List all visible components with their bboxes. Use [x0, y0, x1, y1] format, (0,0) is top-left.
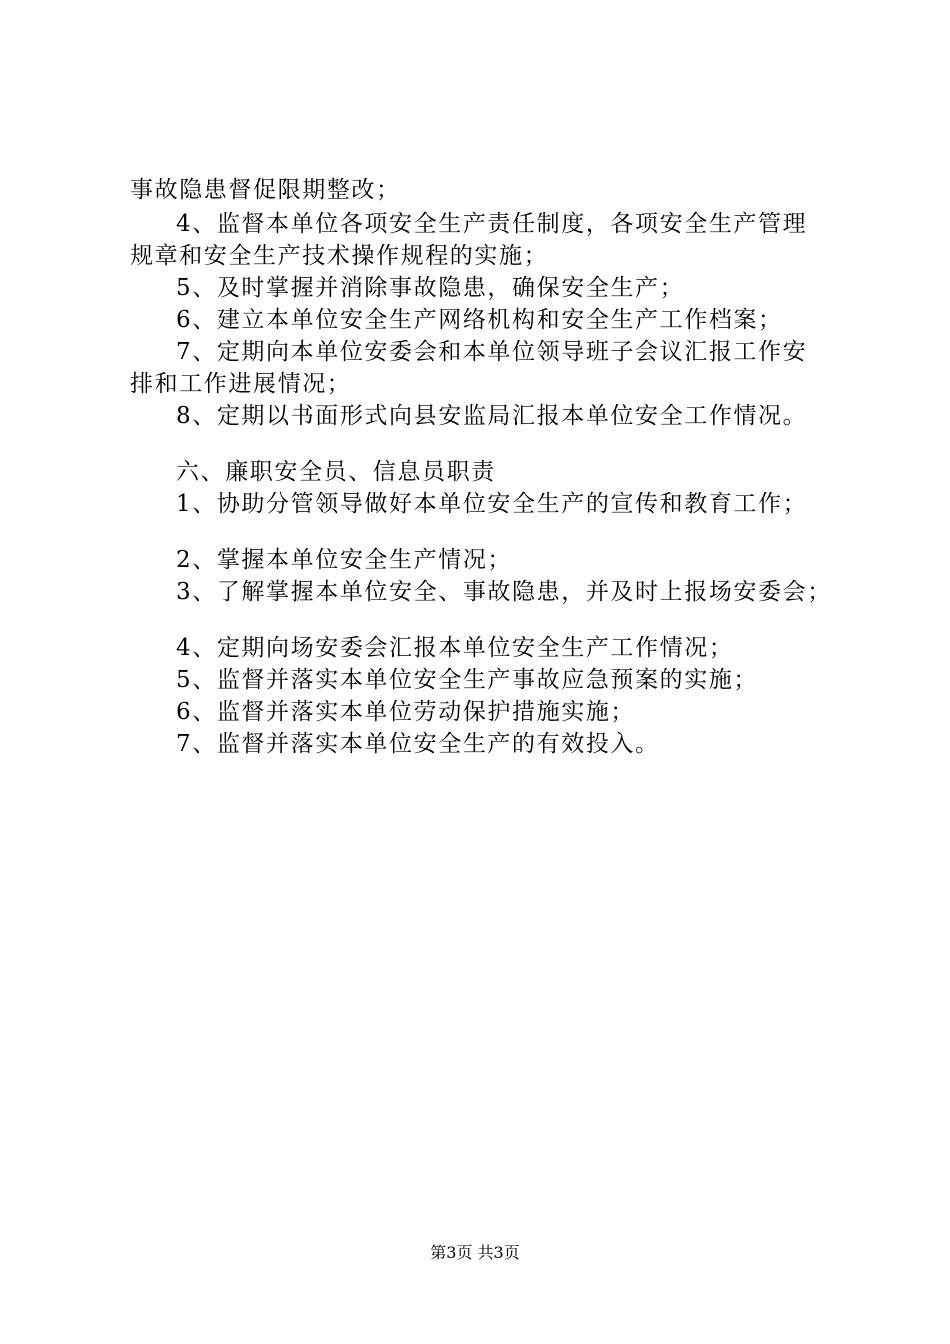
page-footer: 第3页 共3页 — [430, 1243, 520, 1262]
paragraph-line: 事故隐患督促限期整改； — [130, 177, 401, 203]
section-heading: 六、廉职安全员、信息员职责 — [176, 459, 496, 485]
paragraph-line: 4、定期向场安委会汇报本单位安全生产工作情况； — [176, 635, 734, 661]
paragraph-line: 规章和安全生产技术操作规程的实施； — [130, 243, 549, 269]
paragraph-line: 6、建立本单位安全生产网络机构和安全生产工作档案； — [176, 307, 783, 333]
paragraph-line: 6、监督并落实本单位劳动保护措施实施； — [176, 699, 636, 725]
paragraph-line: 7、定期向本单位安委会和本单位领导班子会议汇报工作安 — [176, 339, 808, 365]
paragraph-line: 排和工作进展情况； — [130, 371, 352, 397]
paragraph-line: 4、监督本单位各项安全生产责任制度，各项安全生产管理 — [176, 211, 808, 237]
paragraph-line: 5、监督并落实本单位安全生产事故应急预案的实施； — [176, 667, 759, 693]
paragraph-line: 7、监督并落实本单位安全生产的有效投入。 — [176, 731, 660, 757]
paragraph-line: 3、了解掌握本单位安全、事故隐患，并及时上报场安委会； — [176, 579, 832, 605]
paragraph-line: 5、及时掌握并消除事故隐患，确保安全生产； — [176, 275, 685, 301]
paragraph-line: 1、协助分管领导做好本单位安全生产的宣传和教育工作； — [176, 491, 808, 517]
paragraph-line: 8、定期以书面形式向县安监局汇报本单位安全工作情况。 — [176, 403, 808, 429]
paragraph-line: 2、掌握本单位安全生产情况； — [176, 547, 513, 573]
